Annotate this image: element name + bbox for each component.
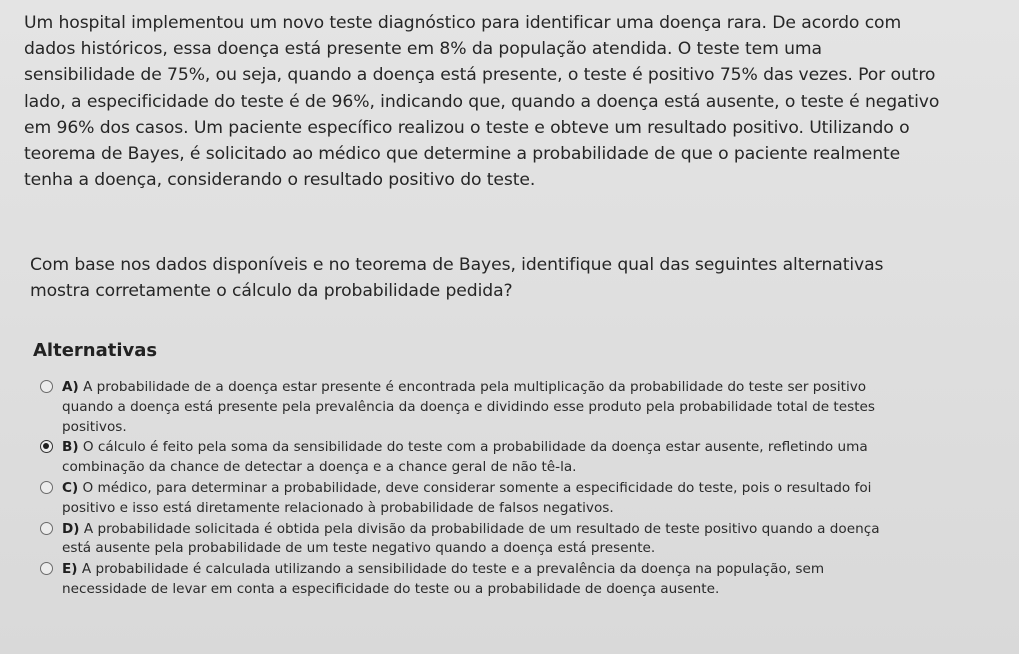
alternatives-heading: Alternativas xyxy=(33,340,158,361)
option-a-line-3: positivos. xyxy=(62,418,127,435)
option-c[interactable] xyxy=(40,479,960,519)
option-c-line-2: positivo e isso está diretamente relacionado à probabilidade de falsos negativos. xyxy=(62,499,614,516)
radio-option-a[interactable] xyxy=(40,380,53,393)
problem-statement xyxy=(24,10,999,193)
question-prompt xyxy=(30,252,990,304)
option-e-letter: E) xyxy=(62,561,78,578)
option-d-letter: D) xyxy=(62,520,80,537)
option-c-line-1 xyxy=(40,479,960,499)
option-c-letter: C) xyxy=(62,479,79,496)
statement-line: dados históricos, essa doença está presente em 8% da população atendida. O teste tem uma xyxy=(24,39,822,60)
option-d-line-2: está ausente pela probabilidade de um teste negativo quando a doença está presente. xyxy=(62,540,656,557)
option-a-line-2: quando a doença está presente pela prevalência da doença e dividindo esse produto pela probabilidade total de testes xyxy=(62,398,875,415)
option-b[interactable] xyxy=(40,438,960,478)
statement-line: lado, a especificidade do teste é de 96%, indicando que, quando a doença está ausente, o teste é negativo xyxy=(24,91,940,112)
statement-line: em 96% dos casos. Um paciente específico realizou o teste e obteve um resultado positivo. Utilizando o xyxy=(24,117,910,138)
option-c-text: O médico, para determinar a probabilidade, deve considerar somente a especificidade do teste, pois o resultado foi xyxy=(82,479,872,496)
option-d[interactable] xyxy=(40,520,960,560)
option-b-text: O cálculo é feito pela soma da sensibilidade do teste com a probabilidade da doença estar ausente, refletindo uma xyxy=(82,439,868,456)
radio-option-c[interactable] xyxy=(40,481,53,494)
radio-option-d[interactable] xyxy=(40,522,53,535)
option-b-line-1 xyxy=(40,438,960,458)
statement-line: tenha a doença, considerando o resultado positivo do teste. xyxy=(24,170,536,191)
option-b-letter: B) xyxy=(62,439,79,456)
option-a-letter: A) xyxy=(62,379,79,395)
question-line: Com base nos dados disponíveis e no teorema de Bayes, identifique qual das seguintes alternativas xyxy=(30,255,884,275)
option-e[interactable] xyxy=(40,560,960,600)
option-d-line-1 xyxy=(40,520,960,540)
alternatives-list xyxy=(40,378,960,601)
option-d-text: A probabilidade solicitada é obtida pela divisão da probabilidade de um resultado de teste positivo quando a doença xyxy=(83,520,880,537)
statement-line: Um hospital implementou um novo teste diagnóstico para identificar uma doença rara. De acordo com xyxy=(24,13,902,33)
option-e-line-1 xyxy=(40,560,960,580)
option-e-line-2: necessidade de levar em conta a especificidade do teste ou a probabilidade de doença ausente. xyxy=(62,580,720,597)
question-line: mostra corretamente o cálculo da probabilidade pedida? xyxy=(30,281,513,302)
option-a-text: A probabilidade de a doença estar presente é encontrada pela multiplicação da probabilidade do teste ser positivo xyxy=(83,379,867,395)
statement-line: teorema de Bayes, é solicitado ao médico que determine a probabilidade de que o paciente realmente xyxy=(24,144,901,165)
option-b-line-2: combinação da chance de detectar a doença e a chance geral de não tê-la. xyxy=(62,459,577,476)
option-e-text: A probabilidade é calculada utilizando a sensibilidade do teste e a prevalência da doença na população, sem xyxy=(77,561,825,578)
statement-line: sensibilidade de 75%, ou seja, quando a doença está presente, o teste é positivo 75% das vezes. Por outro xyxy=(24,65,936,86)
option-a[interactable] xyxy=(40,378,960,437)
option-a-line-1 xyxy=(40,378,960,398)
